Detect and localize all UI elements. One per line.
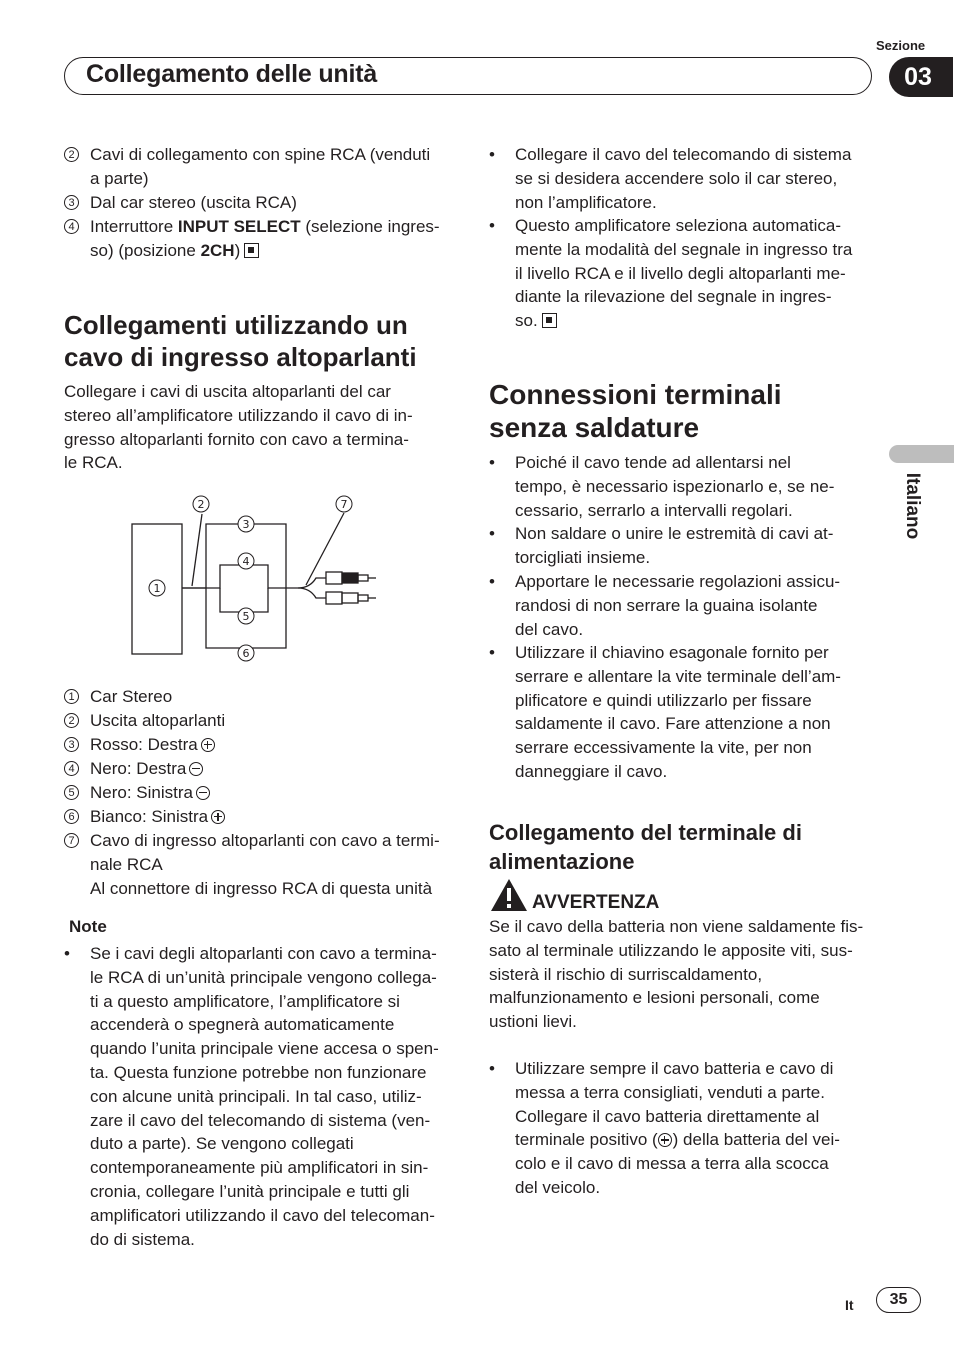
end-mark-icon — [542, 313, 557, 328]
svg-text:7: 7 — [340, 498, 348, 511]
minus-icon — [196, 786, 210, 800]
plus-icon — [201, 738, 215, 752]
svg-text:1: 1 — [153, 582, 161, 595]
item-number: 2 — [64, 147, 79, 162]
bullet-icon: • — [489, 145, 495, 164]
svg-text:3: 3 — [242, 518, 250, 531]
bullet-icon: • — [64, 944, 70, 963]
page-title: Collegamento delle unità — [86, 60, 378, 88]
svg-text:6: 6 — [242, 647, 250, 660]
diagram-label-1 — [149, 580, 165, 596]
wire-white-left — [182, 588, 286, 648]
2ch-label: 2CH — [200, 240, 235, 260]
bullet-icon: • — [489, 572, 495, 591]
diagram-label-7 — [336, 496, 352, 512]
svg-text:4: 4 — [242, 555, 250, 568]
diagram-label-5 — [238, 608, 254, 624]
item-text: a parte) — [90, 168, 149, 188]
end-mark-icon — [244, 243, 259, 258]
input-select-label: INPUT SELECT — [177, 217, 301, 236]
bullet-icon: • — [489, 453, 495, 472]
item-number: 4 — [64, 219, 79, 234]
svg-text:2: 2 — [197, 498, 205, 511]
plus-icon — [211, 810, 225, 824]
diagram-label-2 — [193, 496, 209, 512]
note-title: Note — [69, 917, 107, 936]
item-text: Cavi di collegamento con spine RCA (venduti — [90, 145, 431, 164]
section-heading: Collegamenti utilizzando un cavo di ingresso altoparlanti — [64, 310, 417, 372]
warning-title: AVVERTENZA — [532, 892, 660, 913]
bullet-icon: • — [489, 524, 495, 543]
diagram-label-6 — [238, 645, 254, 661]
plus-icon — [658, 1133, 672, 1147]
diagram-label-4 — [238, 553, 254, 569]
section-label: Sezione — [876, 38, 926, 53]
footer-language: It — [845, 1297, 854, 1313]
section-number: 03 — [889, 57, 953, 97]
side-tab-language: Italiano — [902, 472, 923, 540]
svg-text:5: 5 — [242, 610, 250, 623]
page-number: 35 — [876, 1287, 921, 1313]
bullet-icon: • — [489, 216, 495, 235]
minus-icon — [189, 762, 203, 776]
item-text: Dal car stereo (uscita RCA) — [90, 193, 297, 212]
section-heading: Connessioni terminali senza saldature — [489, 379, 782, 443]
wiring-diagram — [120, 490, 390, 670]
bullet-icon: • — [489, 643, 495, 662]
warning-icon — [490, 878, 528, 912]
bullet-icon: • — [489, 1059, 495, 1078]
item-number: 3 — [64, 195, 79, 210]
section-paragraph: Collegare i cavi di uscita altoparlanti del car stereo all’amplificatore utilizzando il cavo di in- gresso altoparlanti fornito con cavo a termina- le RCA. — [64, 382, 413, 473]
subsection-heading: Collegamento del terminale di alimentazione — [489, 820, 802, 874]
diagram-label-3 — [238, 516, 254, 532]
side-tab-bar — [889, 445, 954, 463]
warning-text: Se il cavo della batteria non viene saldamente fis- sato al terminale utilizzando le apposite viti, sus- sisterà il rischio di surriscaldamento, malfunzionamento e lesioni personali, come ustioni lievi. — [489, 917, 864, 1032]
